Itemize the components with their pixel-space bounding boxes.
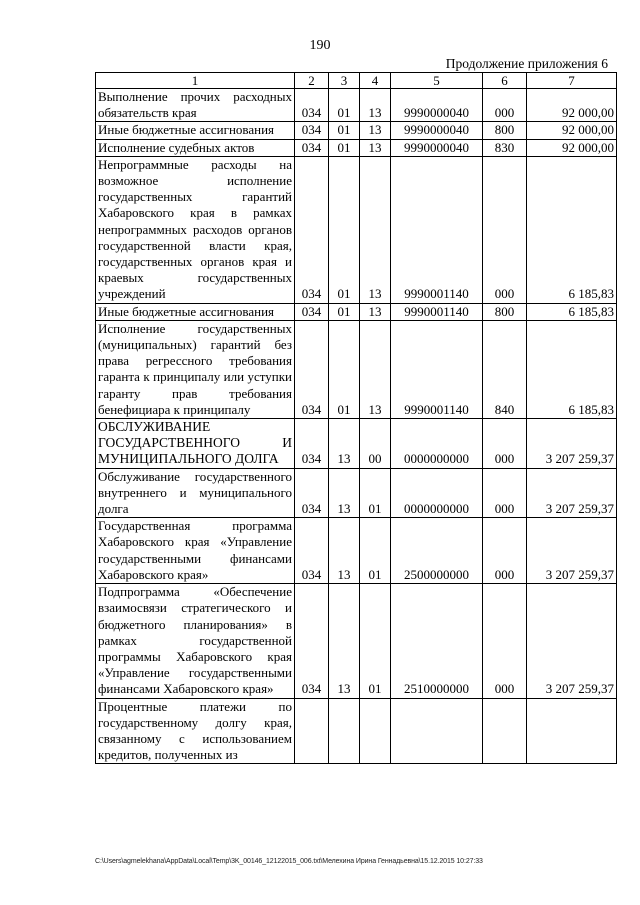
expense-type-cell: 000 [483,518,527,584]
ministry-code-cell: 034 [295,139,329,156]
appendix-continuation-note: Продолжение приложения 6 [445,56,608,71]
expense-type-cell: 000 [483,156,527,303]
row-name-cell: Исполнение судебных актов [96,139,295,156]
target-article-cell: 9990001140 [391,156,483,303]
target-article-cell: 9990001140 [391,320,483,418]
row-name-cell: Государственная программа Хабаровского края «Управление государственными финансами Хабаровского края» [96,518,295,584]
target-article-cell: 2510000000 [391,584,483,698]
ministry-code-cell: 034 [295,518,329,584]
expense-type-cell [483,698,527,764]
section-code-cell: 13 [329,518,360,584]
table-row [96,584,617,698]
ministry-code-cell [295,698,329,764]
amount-cell: 3 207 259,37 [527,468,617,518]
row-name-cell: Обслуживание государственного внутреннего и муниципального долга [96,468,295,518]
table-row [96,156,617,303]
section-code-cell: 01 [329,89,360,122]
section-code-cell: 01 [329,156,360,303]
subsection-code-cell: 13 [360,122,391,139]
subsection-code-cell: 13 [360,139,391,156]
table-row [96,89,617,122]
subsection-code-cell: 13 [360,89,391,122]
target-article-cell: 9990000040 [391,89,483,122]
amount-cell: 92 000,00 [527,122,617,139]
table-row [96,122,617,139]
expense-type-cell: 000 [483,89,527,122]
target-article-cell [391,698,483,764]
expense-type-cell: 800 [483,122,527,139]
row-name-cell: Подпрограмма «Обеспечение взаимосвязи стратегического и бюджетного планирования» в рамках государственной программы Хабаровского края «Управление государственными финансами Хабаровского края» [96,584,295,698]
amount-cell: 6 185,83 [527,320,617,418]
row-name-cell: Исполнение государственных (муниципальных) гарантий без права регрессного требования гаранта к принципалу или уступки гаранту прав требования бенефициара к принципалу [96,320,295,418]
ministry-code-cell: 034 [295,303,329,320]
table-body [96,89,617,764]
row-name-cell: Иные бюджетные ассигнования [96,122,295,139]
subsection-code-cell: 13 [360,156,391,303]
row-name-cell: ОБСЛУЖИВАНИЕ ГОСУДАРСТВЕННОГО И МУНИЦИПАЛЬНОГО ДОЛГА [96,419,295,469]
amount-cell: 92 000,00 [527,89,617,122]
target-article-cell: 9990000040 [391,139,483,156]
row-name-cell: Процентные платежи по государственному долгу края, связанному с использованием кредитов, полученных из [96,698,295,764]
ministry-code-cell: 034 [295,584,329,698]
subsection-code-cell: 13 [360,303,391,320]
section-code-cell: 01 [329,122,360,139]
section-code-cell: 13 [329,584,360,698]
section-code-cell: 01 [329,320,360,418]
page-number: 190 [309,38,331,53]
row-name-cell: Непрограммные расходы на возможное исполнение государственных гарантий Хабаровского края в рамках непрограммных расходов органов государственной власти края, государственных органов края и краевых государственных учреждений [96,156,295,303]
amount-cell: 3 207 259,37 [527,518,617,584]
target-article-cell: 0000000000 [391,468,483,518]
subsection-code-cell: 13 [360,320,391,418]
expense-type-cell: 000 [483,419,527,469]
table-row [96,468,617,518]
header-cell: 1 [96,73,295,89]
amount-cell: 92 000,00 [527,139,617,156]
section-code-cell: 01 [329,303,360,320]
section-code-cell: 01 [329,139,360,156]
row-name-cell: Иные бюджетные ассигнования [96,303,295,320]
expense-type-cell: 800 [483,303,527,320]
table-row [96,303,617,320]
expense-type-cell: 000 [483,584,527,698]
amount-cell [527,698,617,764]
expense-type-cell: 840 [483,320,527,418]
amount-cell: 6 185,83 [527,303,617,320]
row-name-cell: Выполнение прочих расходных обязательств края [96,89,295,122]
subsection-code-cell: 01 [360,584,391,698]
expense-type-cell: 000 [483,468,527,518]
section-code-cell [329,698,360,764]
budget-table [95,72,617,764]
header-cell: 3 [329,73,360,89]
footer-file-path: C:\Users\agmelekhana\AppData\Local\Temp\3K_00146_12122015_006.txt\Мелехина Ирина Геннадьевна\15.12.2015 10:27:33 [95,858,483,865]
ministry-code-cell: 034 [295,156,329,303]
subsection-code-cell: 01 [360,518,391,584]
section-code-cell: 13 [329,419,360,469]
subsection-code-cell: 00 [360,419,391,469]
target-article-cell: 9990000040 [391,122,483,139]
target-article-cell: 9990001140 [391,303,483,320]
target-article-cell: 2500000000 [391,518,483,584]
table-row [96,518,617,584]
section-code-cell: 13 [329,468,360,518]
ministry-code-cell: 034 [295,122,329,139]
target-article-cell: 0000000000 [391,419,483,469]
subsection-code-cell [360,698,391,764]
ministry-code-cell: 034 [295,419,329,469]
table-row [96,320,617,418]
ministry-code-cell: 034 [295,320,329,418]
expense-type-cell: 830 [483,139,527,156]
header-cell: 4 [360,73,391,89]
amount-cell: 6 185,83 [527,156,617,303]
table-row [96,419,617,469]
subsection-code-cell: 01 [360,468,391,518]
table-header-row [96,73,617,89]
header-cell: 5 [391,73,483,89]
amount-cell: 3 207 259,37 [527,584,617,698]
header-cell: 6 [483,73,527,89]
ministry-code-cell: 034 [295,89,329,122]
header-cell: 7 [527,73,617,89]
header-cell: 2 [295,73,329,89]
amount-cell: 3 207 259,37 [527,419,617,469]
table-row [96,698,617,764]
table-row [96,139,617,156]
ministry-code-cell: 034 [295,468,329,518]
